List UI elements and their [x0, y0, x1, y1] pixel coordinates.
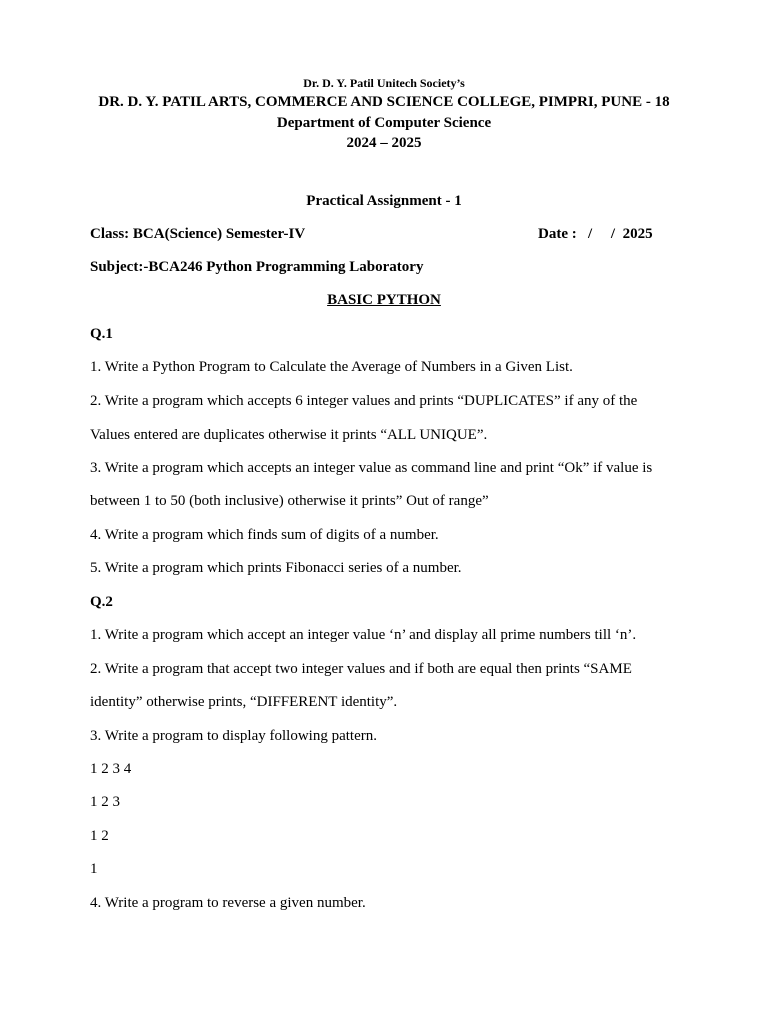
q1-line: between 1 to 50 (both inclusive) otherwise it prints” Out of range”: [90, 493, 489, 509]
section-title: BASIC PYTHON: [327, 292, 441, 308]
q1-line: Values entered are duplicates otherwise it prints “ALL UNIQUE”.: [90, 427, 488, 443]
question-label-q2: Q.2: [90, 594, 113, 610]
society-name: Dr. D. Y. Patil Unitech Society’s: [303, 76, 465, 90]
q1-line: 1. Write a Python Program to Calculate the Average of Numbers in a Given List.: [90, 359, 573, 375]
q2-line: 2. Write a program that accept two integer values and if both are equal then prints “SAME: [90, 661, 632, 677]
q1-line: 3. Write a program which accepts an integer value as command line and print “Ok” if value is: [90, 460, 653, 476]
q2-line: 1. Write a program which accept an integer value ‘n’ and display all prime numbers till ‘n’.: [90, 627, 637, 643]
pattern-line: 1 2: [90, 828, 109, 844]
pattern-line: 1 2 3: [90, 794, 120, 810]
date-label: Date : / / 2025: [538, 226, 653, 242]
q2-line: 4. Write a program to reverse a given number.: [90, 895, 366, 911]
question-label-q1: Q.1: [90, 326, 113, 342]
q1-line: 4. Write a program which finds sum of digits of a number.: [90, 527, 439, 543]
pattern-line: 1 2 3 4: [90, 761, 132, 777]
class-label: Class: BCA(Science) Semester-IV: [90, 226, 306, 242]
subject-label: Subject:-BCA246 Python Programming Laboratory: [90, 259, 424, 275]
department-name: Department of Computer Science: [276, 115, 492, 131]
q2-line: identity” otherwise prints, “DIFFERENT identity”.: [90, 694, 398, 710]
pattern-line: 1: [90, 861, 98, 877]
college-name: DR. D. Y. PATIL ARTS, COMMERCE AND SCIENCE COLLEGE, PIMPRI, PUNE - 18: [98, 94, 670, 110]
q1-line: 2. Write a program which accepts 6 integer values and prints “DUPLICATES” if any of the: [90, 393, 638, 409]
q1-line: 5. Write a program which prints Fibonacci series of a number.: [90, 560, 462, 576]
assignment-title: Practical Assignment - 1: [306, 193, 462, 209]
academic-year: 2024 – 2025: [346, 135, 422, 151]
q2-line: 3. Write a program to display following pattern.: [90, 728, 377, 744]
